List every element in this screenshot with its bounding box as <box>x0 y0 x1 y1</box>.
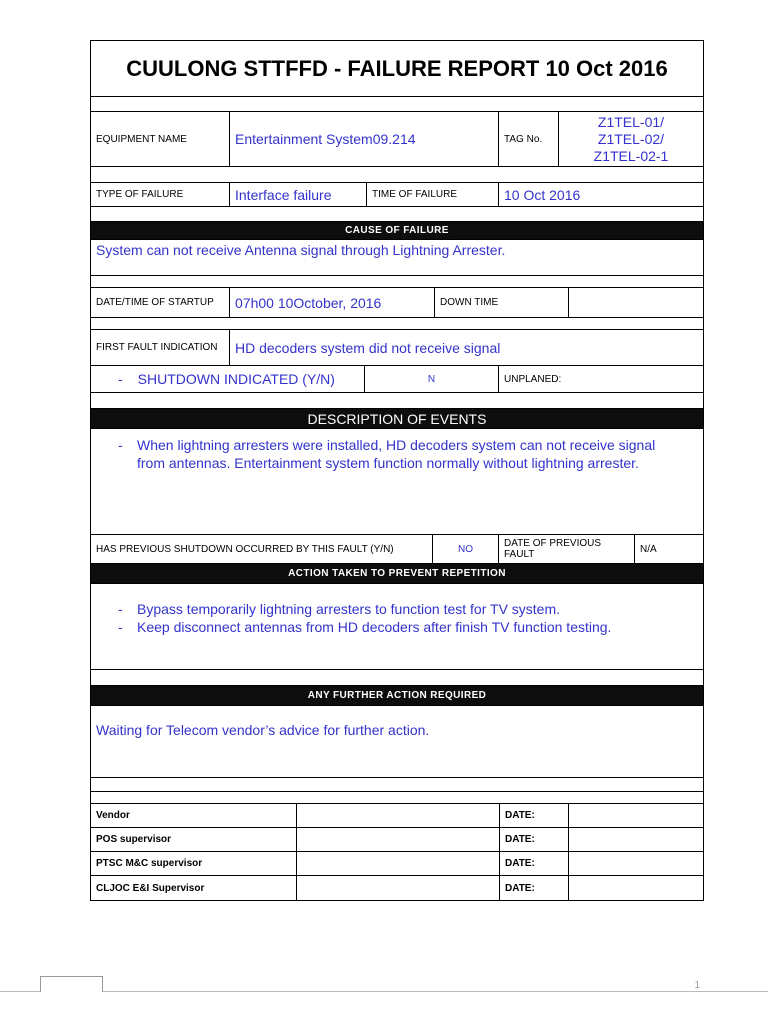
event-text: When lightning arresters were installed, HD decoders system can not receive signal from antennas. Entertainment system function normally without lightning arrester. <box>137 437 656 471</box>
shutdown-dash: - <box>118 371 123 387</box>
prev-shutdown-label-cell <box>91 535 432 563</box>
first-fault-row <box>91 329 703 365</box>
actions-list <box>91 584 703 636</box>
startup-row <box>91 287 703 317</box>
prev-fault-date-label: DATE OF PREVIOUS FAULT <box>504 538 602 560</box>
signature-role-cell <box>91 876 296 900</box>
equipment-name-label-cell <box>91 112 229 166</box>
down-time-label: DOWN TIME <box>440 297 499 308</box>
shutdown-value-cell <box>364 366 498 392</box>
first-fault-label: FIRST FAULT INDICATION <box>96 342 218 353</box>
further-text: Waiting for Telecom vendor’s advice for further action. <box>96 722 430 738</box>
signature-date-field[interactable] <box>568 876 703 900</box>
type-of-failure-label-cell <box>91 183 229 206</box>
spacer-row <box>91 791 703 803</box>
spacer-row <box>91 777 703 791</box>
signature-date-label-cell <box>499 804 568 827</box>
footer-tab <box>40 976 103 992</box>
cause-text: System can not receive Antenna signal through Lightning Arrester. <box>96 242 506 258</box>
spacer-row <box>91 392 703 408</box>
title-row <box>91 41 703 96</box>
tag-value-1: Z1TEL-01/ <box>597 113 665 130</box>
prev-shutdown-label: HAS PREVIOUS SHUTDOWN OCCURRED BY THIS FAULT (Y/N) <box>96 543 394 555</box>
signature-row-cljoc <box>91 875 703 900</box>
signature-field[interactable] <box>296 852 499 875</box>
signature-date-field[interactable] <box>568 804 703 827</box>
shutdown-value: N <box>427 373 436 385</box>
spacer-row <box>91 275 703 287</box>
report-title: CUULONG STTFFD - FAILURE REPORT 10 Oct 2016 <box>126 55 668 81</box>
page-number: 1 <box>694 980 700 991</box>
events-header: DESCRIPTION OF EVENTS <box>91 408 703 428</box>
footer-line <box>0 991 768 992</box>
signature-role: PTSC M&C supervisor <box>96 858 203 869</box>
further-row <box>91 705 703 777</box>
action-item <box>91 618 703 636</box>
signature-date-label: DATE: <box>505 858 535 869</box>
signature-role-cell <box>91 828 296 851</box>
signature-row-ptsc <box>91 851 703 875</box>
equipment-name-value-cell <box>229 112 498 166</box>
type-of-failure-value: Interface failure <box>235 186 332 203</box>
tag-label-cell <box>498 112 558 166</box>
equipment-name-label: EQUIPMENT NAME <box>96 133 187 145</box>
time-of-failure-label-cell <box>366 183 498 206</box>
startup-label-cell <box>91 288 229 317</box>
cause-row <box>91 239 703 275</box>
signature-date-label-cell <box>499 876 568 900</box>
signature-field[interactable] <box>296 804 499 827</box>
first-fault-value: HD decoders system did not receive signal <box>235 339 501 356</box>
signature-role-cell <box>91 804 296 827</box>
first-fault-value-cell <box>229 330 703 365</box>
type-of-failure-label: TYPE OF FAILURE <box>96 189 184 200</box>
signature-role-cell <box>91 852 296 875</box>
signature-date-label-cell <box>499 852 568 875</box>
event-dash: - <box>118 437 123 453</box>
signature-row-vendor <box>91 803 703 827</box>
signature-date-field[interactable] <box>568 852 703 875</box>
prev-fault-date-value-cell <box>634 535 703 563</box>
signature-role: POS supervisor <box>96 834 172 845</box>
signature-date-label-cell <box>499 828 568 851</box>
time-of-failure-value: 10 Oct 2016 <box>504 186 581 203</box>
prev-shutdown-row <box>91 534 703 563</box>
action-text: Keep disconnect antennas from HD decoders after finish TV function testing. <box>137 619 612 635</box>
equipment-row <box>91 111 703 166</box>
further-header: ANY FURTHER ACTION REQUIRED <box>91 685 703 705</box>
event-item <box>91 436 683 472</box>
signature-date-field[interactable] <box>568 828 703 851</box>
tag-value-3: Z1TEL-02-1 <box>593 147 669 164</box>
events-list <box>91 429 703 472</box>
failure-report-form <box>90 40 704 901</box>
signature-field[interactable] <box>296 828 499 851</box>
events-row <box>91 428 703 534</box>
prev-fault-date-label-cell <box>498 535 634 563</box>
first-fault-label-cell <box>91 330 229 365</box>
time-of-failure-label: TIME OF FAILURE <box>372 189 458 200</box>
action-header: ACTION TAKEN TO PREVENT REPETITION <box>91 563 703 583</box>
signature-date-label: DATE: <box>505 810 535 821</box>
action-item <box>91 600 703 618</box>
unplaned-label: UNPLANED: <box>504 373 562 385</box>
signature-row-pos <box>91 827 703 851</box>
unplaned-label-cell <box>498 366 703 392</box>
prev-shutdown-value-cell <box>432 535 498 563</box>
shutdown-row <box>91 365 703 392</box>
type-of-failure-value-cell <box>229 183 366 206</box>
tag-value-2: Z1TEL-02/ <box>597 130 665 147</box>
spacer-row <box>91 317 703 329</box>
signature-role: Vendor <box>96 810 130 821</box>
shutdown-label: SHUTDOWN INDICATED (Y/N) <box>137 371 335 387</box>
spacer-row <box>91 669 703 685</box>
signature-date-label: DATE: <box>505 882 535 894</box>
startup-label: DATE/TIME OF STARTUP <box>96 297 214 308</box>
prev-shutdown-value: NO <box>458 543 473 555</box>
down-time-value-cell <box>568 288 703 317</box>
equipment-name-value: Entertainment System09.214 <box>235 131 416 147</box>
action-dash: - <box>118 619 123 635</box>
tag-values-cell <box>558 112 703 166</box>
action-dash: - <box>118 601 123 617</box>
prev-fault-date-value: N/A <box>640 543 657 555</box>
failure-type-row <box>91 182 703 206</box>
startup-value: 07h00 10October, 2016 <box>235 294 382 311</box>
tag-label: TAG No. <box>504 133 543 145</box>
signature-date-label: DATE: <box>505 834 535 845</box>
signature-role: CLJOC E&I Supervisor <box>96 882 205 894</box>
spacer-row <box>91 206 703 221</box>
startup-value-cell <box>229 288 434 317</box>
signature-field[interactable] <box>296 876 499 900</box>
down-time-label-cell <box>434 288 568 317</box>
time-of-failure-value-cell <box>498 183 703 206</box>
actions-row <box>91 583 703 669</box>
spacer-row <box>91 96 703 111</box>
shutdown-label-cell <box>91 366 364 392</box>
cause-header: CAUSE OF FAILURE <box>91 221 703 239</box>
spacer-row <box>91 166 703 182</box>
action-text: Bypass temporarily lightning arresters to function test for TV system. <box>137 601 561 617</box>
